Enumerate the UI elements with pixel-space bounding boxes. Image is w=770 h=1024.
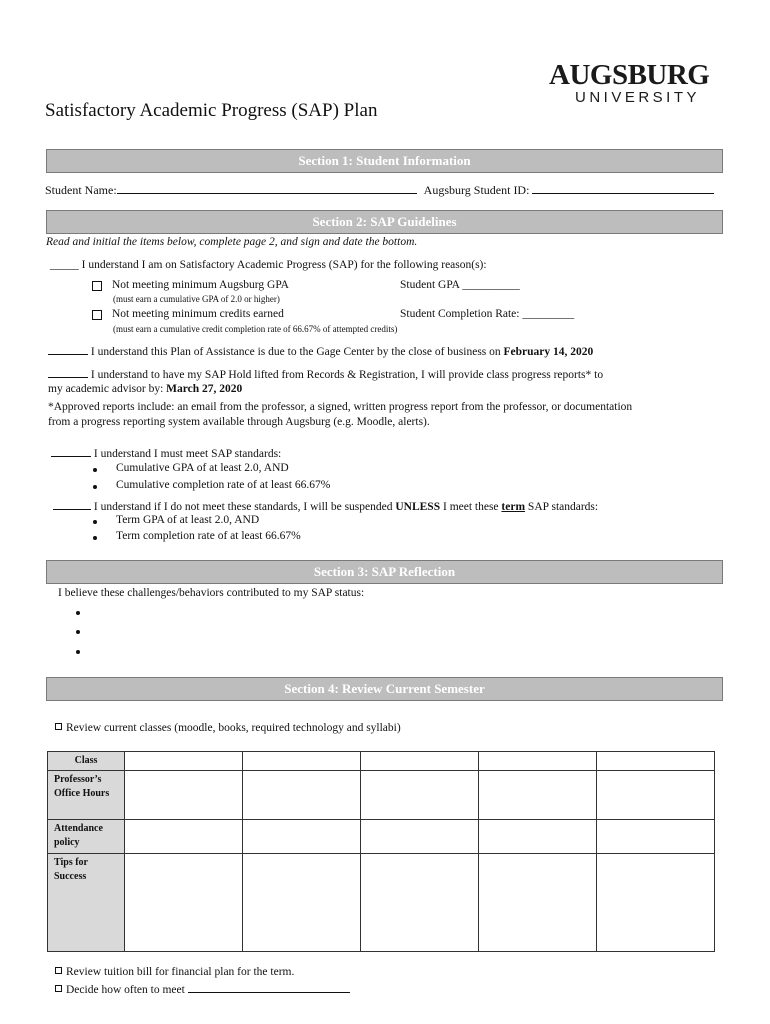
table-cell[interactable] [361, 854, 479, 952]
hold-date: March 27, 2020 [166, 383, 243, 395]
section-2-header: Section 2: SAP Guidelines [46, 210, 723, 234]
student-name-label: Student Name: [45, 183, 117, 197]
credits-checkbox[interactable] [92, 310, 102, 320]
table-cell[interactable] [243, 752, 361, 771]
page-title: Satisfactory Academic Progress (SAP) Plan [45, 100, 378, 121]
reason-text: I understand I am on Satisfactory Academic Progress (SAP) for the following reason(s): [81, 259, 487, 271]
table-cell[interactable] [243, 820, 361, 854]
hold-line [48, 368, 603, 381]
suspend-term: term [501, 501, 526, 513]
initial-blank[interactable] [48, 368, 88, 378]
checkbox-icon [55, 967, 62, 974]
term-item-1: Term GPA of at least 2.0, AND [116, 514, 260, 526]
reflection-bullet-3[interactable] [76, 650, 80, 654]
initial-blank[interactable] [53, 500, 91, 510]
completion-rate-field[interactable]: Student Completion Rate: _________ [400, 308, 575, 320]
plan-line [48, 345, 593, 358]
section-1-header: Section 1: Student Information [46, 149, 723, 173]
table-cell[interactable] [125, 771, 243, 820]
suspend-text: I understand if I do not meet these standards, I will be suspended [93, 501, 393, 513]
suspend-unless: UNLESS [395, 501, 441, 513]
student-name-field[interactable] [117, 183, 417, 194]
student-id-label: Augsburg Student ID: [423, 183, 530, 197]
reflection-bullet-1[interactable] [76, 611, 80, 615]
logo-subtitle: UNIVERSITY [575, 89, 701, 106]
hold-text-2: my academic advisor by: [48, 383, 164, 395]
term-item-2: Term completion rate of at least 66.67% [116, 530, 301, 542]
reflection-prompt: I believe these challenges/behaviors contributed to my SAP status: [58, 587, 365, 599]
initial-blank[interactable] [48, 345, 88, 355]
student-info-row [45, 183, 725, 198]
table-cell[interactable] [125, 820, 243, 854]
credits-item: Not meeting minimum credits earned [112, 308, 284, 320]
table-cell[interactable] [243, 771, 361, 820]
approved-reports-2: from a progress reporting system available through Augsburg (e.g. Moodle, alerts). [48, 416, 430, 428]
table-cell[interactable] [597, 771, 715, 820]
bullet [93, 520, 97, 524]
section-3-header: Section 3: SAP Reflection [46, 560, 723, 584]
reflection-bullet-2[interactable] [76, 630, 80, 634]
table-cell[interactable] [479, 771, 597, 820]
gpa-note: (must earn a cumulative GPA of 2.0 or higher) [113, 294, 280, 304]
row-label-office-hours: Professor’s Office Hours [48, 771, 125, 820]
bullet [93, 468, 97, 472]
review-tuition-item[interactable] [55, 966, 294, 978]
gpa-checkbox[interactable] [92, 281, 102, 291]
suspend-text-3: SAP standards: [527, 501, 599, 513]
suspension-line [53, 500, 598, 513]
table-cell[interactable] [479, 752, 597, 771]
table-cell[interactable] [479, 820, 597, 854]
table-cell[interactable] [125, 752, 243, 771]
bullet [93, 485, 97, 489]
instructions: Read and initial the items below, complete page 2, and sign and date the bottom. [46, 236, 418, 248]
section-4-header: Section 4: Review Current Semester [46, 677, 723, 701]
table-row [48, 771, 715, 820]
review-classes-item[interactable] [55, 722, 401, 734]
row-label-class: Class [48, 752, 125, 771]
bullet [93, 536, 97, 540]
table-cell[interactable] [361, 820, 479, 854]
student-gpa-field[interactable]: Student GPA __________ [400, 279, 520, 291]
plan-text: I understand this Plan of Assistance is due to the Gage Center by the close of business on [90, 346, 501, 358]
review-classes-text: Review current classes (moodle, books, required technology and syllabi) [66, 722, 401, 734]
standards-item-2: Cumulative completion rate of at least 66.67% [116, 479, 331, 491]
table-cell[interactable] [597, 752, 715, 771]
initial-blank[interactable]: _____ [50, 259, 79, 271]
gpa-item: Not meeting minimum Augsburg GPA [112, 279, 289, 291]
checkbox-icon [55, 723, 62, 730]
hold-text: I understand to have my SAP Hold lifted from Records & Registration, I will provide class progress reports* to [90, 369, 604, 381]
table-cell[interactable] [597, 854, 715, 952]
student-id-field[interactable] [532, 183, 714, 194]
table-cell[interactable] [243, 854, 361, 952]
plan-date: February 14, 2020 [503, 346, 594, 358]
suspend-text-2: I meet these [442, 501, 499, 513]
row-label-tips: Tips for Success [48, 854, 125, 952]
review-table [47, 751, 715, 952]
standards-item-1: Cumulative GPA of at least 2.0, AND [116, 462, 289, 474]
standards-text: I understand I must meet SAP standards: [93, 448, 282, 460]
standards-line [51, 447, 281, 460]
table-cell[interactable] [361, 771, 479, 820]
reason-line [50, 259, 487, 271]
table-cell[interactable] [479, 854, 597, 952]
table-row [48, 820, 715, 854]
row-label-attendance: Attendance policy [48, 820, 125, 854]
meeting-frequency-item[interactable] [55, 983, 350, 996]
meeting-frequency-field[interactable] [188, 983, 350, 993]
logo-wordmark: AUGSBURG [549, 59, 710, 91]
table-row [48, 752, 715, 771]
approved-reports-1: *Approved reports include: an email from the professor, a signed, written progress report from the professor, or documentation [48, 401, 633, 413]
credits-note: (must earn a cumulative credit completion rate of 66.67% of attempted credits) [113, 324, 398, 334]
meeting-frequency-text: Decide how often to meet [66, 984, 185, 996]
checkbox-icon [55, 985, 62, 992]
table-cell[interactable] [597, 820, 715, 854]
table-row [48, 854, 715, 952]
initial-blank[interactable] [51, 447, 91, 457]
table-cell[interactable] [125, 854, 243, 952]
hold-line-2 [48, 383, 242, 395]
table-cell[interactable] [361, 752, 479, 771]
review-tuition-text: Review tuition bill for financial plan for the term. [66, 966, 295, 978]
